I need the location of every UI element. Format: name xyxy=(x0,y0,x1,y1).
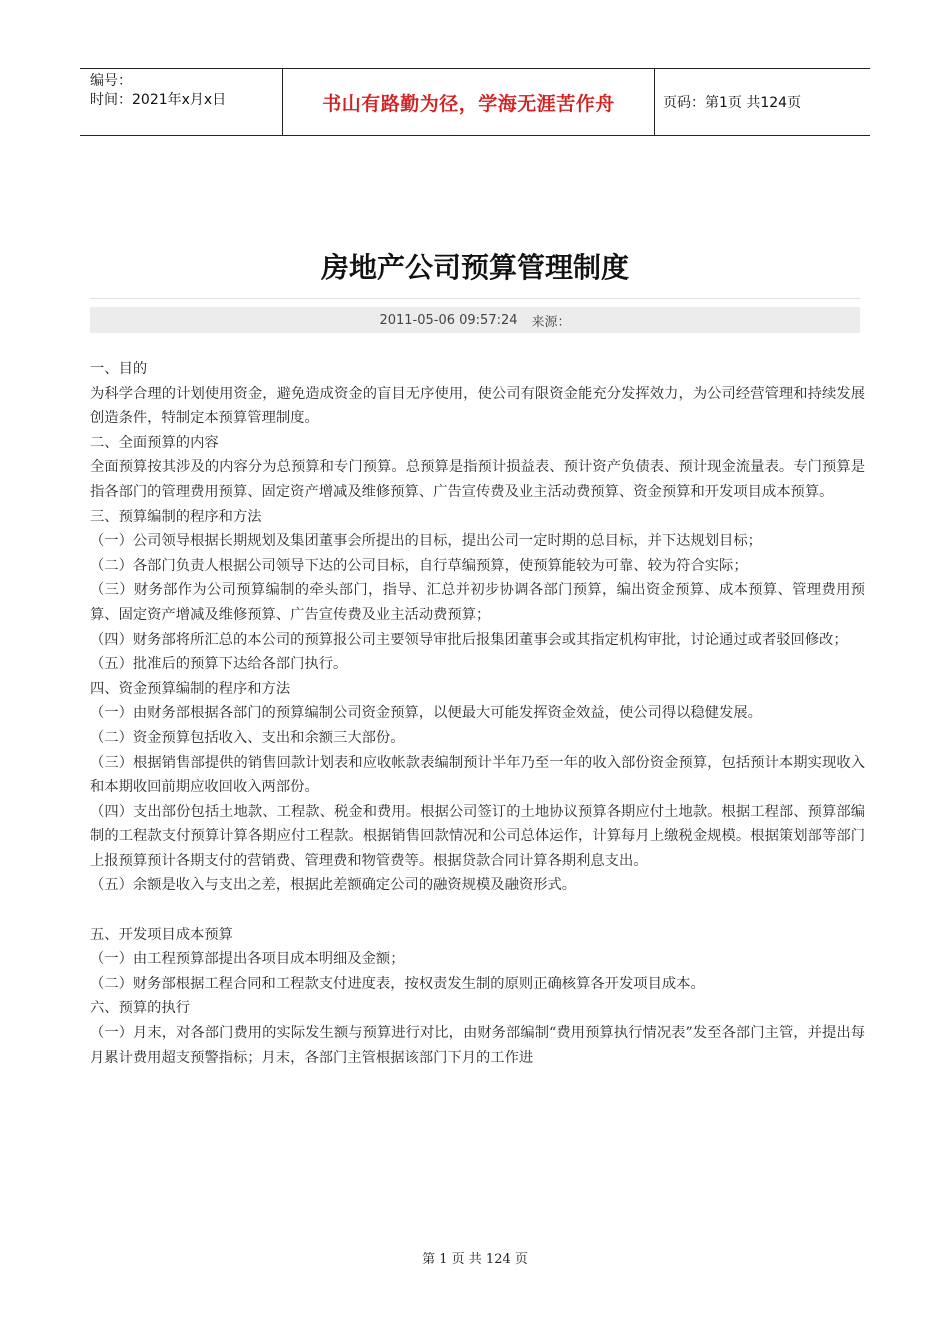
document-datetime: 2011-05-06 09:57:24 xyxy=(379,312,518,328)
page-footer: 第 1 页 共 124 页 xyxy=(422,1252,528,1267)
header-page-info: 页码：第1页 共124页 xyxy=(663,95,802,111)
body-paragraph: （一）公司领导根据长期规划及集团董事会所提出的目标，提出公司一定时期的总目标，并下达规划目标； xyxy=(90,533,762,550)
document-meta-bar xyxy=(90,307,860,333)
document-source-label: 来源： xyxy=(531,314,571,330)
body-paragraph: （二）资金预算包括收入、支出和余额三大部份。 xyxy=(90,729,405,746)
document-number-label: 编号： xyxy=(90,73,132,89)
body-paragraph: 三、预算编制的程序和方法 xyxy=(90,508,262,525)
body-paragraph: 六、预算的执行 xyxy=(90,1000,191,1017)
body-paragraph: （三）财务部作为公司预算编制的牵头部门，指导、汇总并初步协调各部门预算，编出资金预算、成本预算、管理费用预算、固定资产增减及维修预算、广告宣传费及业主活动费预算； xyxy=(90,582,865,623)
blank-line xyxy=(90,898,865,923)
body-paragraph: （三）根据销售部提供的销售回款计划表和应收帐款表编制预计半年乃至一年的收入部份资金预算，包括预计本期实现收入和本期收回前期应收回收入两部份。 xyxy=(90,754,865,796)
body-paragraph: （一）由财务部根据各部门的预算编制公司资金预算，以便最大可能发挥资金效益，使公司得以稳健发展。 xyxy=(90,705,762,722)
body-paragraph: （四）财务部将所汇总的本公司的预算报公司主要领导审批后报集团董事会或其指定机构审批，讨论通过或者驳回修改； xyxy=(90,631,848,648)
body-paragraph: 为科学合理的计划使用资金，避免造成资金的盲目无序使用，使公司有限资金能充分发挥效力，为公司经营管理和持续发展创造条件，特制定本预算管理制度。 xyxy=(90,385,865,427)
document-header xyxy=(80,68,870,136)
body-paragraph: （五）余额是收入与支出之差，根据此差额确定公司的融资规模及融资形式。 xyxy=(90,877,577,894)
document-time-label: 时间：2021年x月x日 xyxy=(90,92,227,108)
document-title: 房地产公司预算管理制度 xyxy=(320,251,629,284)
body-paragraph: 全面预算按其涉及的内容分为总预算和专门预算。总预算是指预计损益表、预计资产负债表、预计现金流量表。专门预算是指各部门的管理费用预算、固定资产增减及维修预算、广告宣传费及业主活动费预算、资金预算和开发项目成本预算。 xyxy=(90,459,865,500)
body-paragraph: （一）月末，对各部门费用的实际发生额与预算进行对比，由财务部编制“费用预算执行情况表”发至各部门主管，并提出每月累计费用超支预警指标；月末，各部门主管根据该部门下月的工作进 xyxy=(90,1025,865,1066)
body-paragraph: （五）批准后的预算下达给各部门执行。 xyxy=(90,656,348,673)
body-paragraph: 一、目的 xyxy=(90,361,148,377)
body-paragraph: （四）支出部份包括土地款、工程款、税金和费用。根据公司签订的土地协议预算各期应付土地款。根据工程部、预算部编制的工程款支付预算计算各期应付工程款。根据销售回款情况和公司总体运作，计算每月上缴税金规模。根据策划部等部门上报预算预计各期支付的营销费、管理费和物管费等。根据贷款合同计算各期利息支出。 xyxy=(90,803,865,869)
body-paragraph: 五、开发项目成本预算 xyxy=(90,926,233,943)
title-divider xyxy=(90,298,860,299)
document-body xyxy=(90,357,865,1070)
header-left-cell xyxy=(80,69,282,135)
body-paragraph: （二）各部门负责人根据公司领导下达的公司目标，自行草编预算，使预算能较为可靠、较为符合实际； xyxy=(90,557,748,574)
body-paragraph: （一）由工程预算部提出各项目成本明细及金额； xyxy=(90,951,405,968)
body-paragraph: 二、全面预算的内容 xyxy=(90,434,219,451)
body-paragraph: （二）财务部根据工程合同和工程款支付进度表，按权责发生制的原则正确核算各开发项目成本。 xyxy=(90,975,705,992)
body-paragraph: 四、资金预算编制的程序和方法 xyxy=(90,680,291,697)
header-motto: 书山有路勤为径，学海无涯苦作舟 xyxy=(282,69,655,135)
